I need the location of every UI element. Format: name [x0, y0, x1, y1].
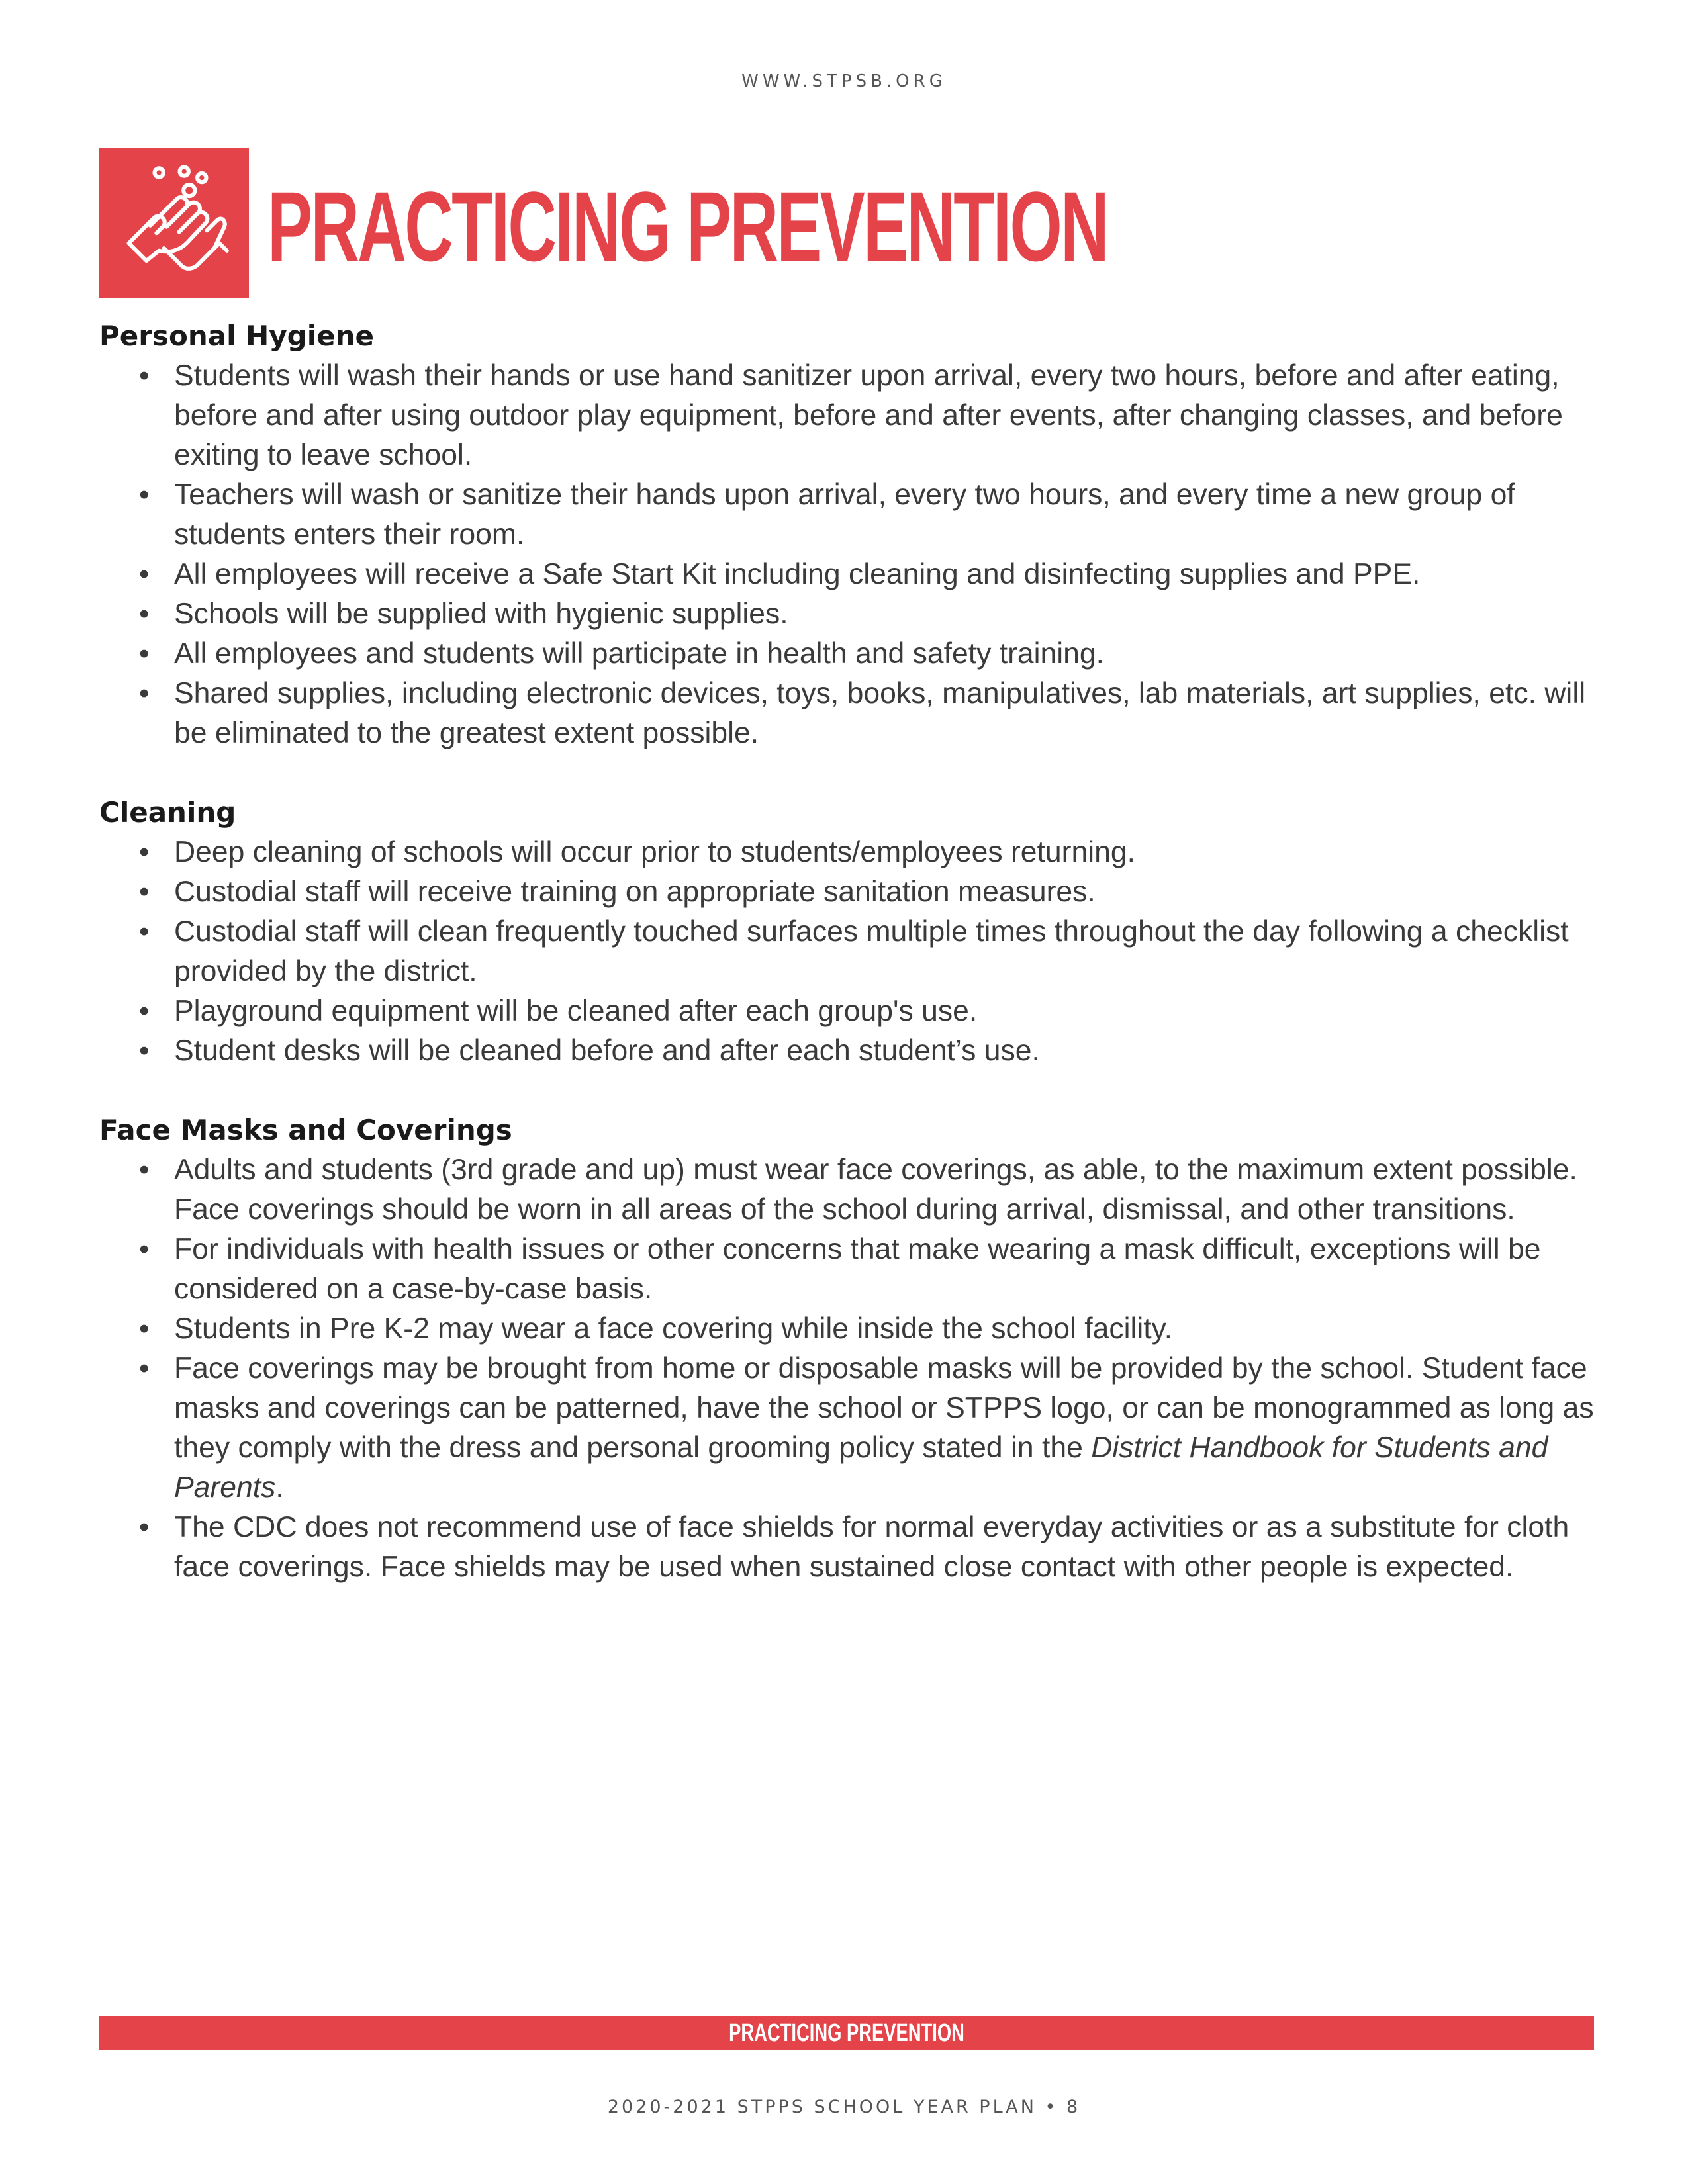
handbook-title: District Handbook for Students and Parents	[174, 1432, 1548, 1504]
main-content	[99, 316, 1595, 1627]
list-item: • Student desks will be cleaned before and after each student’s use.	[99, 1031, 1595, 1071]
bullet-icon: •	[139, 558, 150, 590]
page-footer: 2020-2021 STPPS SCHOOL YEAR PLAN • 8	[607, 2097, 1081, 2117]
section-face-masks	[99, 1111, 1595, 1587]
bullet-icon: •	[139, 1511, 150, 1543]
bullet-list	[99, 356, 1595, 753]
bullet-icon: •	[139, 1352, 150, 1385]
list-item: • Adults and students (3rd grade and up) must wear face coverings, as able, to the maximum extent possible. Face coverings should be worn in all areas of the school during arrival, dismissal, and other transitions.	[99, 1150, 1595, 1230]
list-item: • For individuals with health issues or other concerns that make wearing a mask difficult, exceptions will be considered on a case-by-case basis.	[99, 1230, 1595, 1309]
list-item: • All employees will receive a Safe Start Kit including cleaning and disinfecting supplies and PPE.	[99, 555, 1595, 594]
bullet-icon: •	[139, 876, 150, 908]
list-item: • Deep cleaning of schools will occur prior to students/employees returning.	[99, 833, 1595, 872]
list-item: • The CDC does not recommend use of face shields for normal everyday activities or as a substitute for cloth face coverings. Face shields may be used when sustained close contact with other people is expected.	[99, 1508, 1595, 1587]
section-personal-hygiene	[99, 316, 1595, 753]
bullet-icon: •	[139, 598, 150, 630]
bullet-icon: •	[139, 1233, 150, 1265]
bullet-list	[99, 1150, 1595, 1587]
section-heading: Personal Hygiene	[99, 320, 374, 352]
list-item: • Schools will be supplied with hygienic supplies.	[99, 594, 1595, 634]
list-item: • Custodial staff will clean frequently touched surfaces multiple times throughout the day following a checklist provided by the district.	[99, 912, 1595, 991]
bullet-icon: •	[139, 677, 150, 709]
bullet-icon: •	[139, 359, 150, 392]
page-title: PRACTICING PREVENTION	[267, 171, 1107, 282]
list-item: • Shared supplies, including electronic devices, toys, books, manipulatives, lab materials, art supplies, etc. will be eliminated to the greatest extent possible.	[99, 674, 1595, 753]
bullet-list	[99, 833, 1595, 1071]
bullet-icon: •	[139, 637, 150, 670]
footer-banner	[99, 2016, 1594, 2050]
page-header	[99, 148, 1503, 298]
list-item: • Teachers will wash or sanitize their hands upon arrival, every two hours, and every time a new group of students enters their room.	[99, 475, 1595, 555]
list-item: • Custodial staff will receive training on appropriate sanitation measures.	[99, 872, 1595, 912]
section-heading: Cleaning	[99, 796, 236, 829]
bullet-icon: •	[139, 915, 150, 948]
handwashing-icon	[99, 148, 249, 298]
bullet-icon: •	[139, 1154, 150, 1186]
section-cleaning	[99, 793, 1595, 1071]
list-item: • Students will wash their hands or use hand sanitizer upon arrival, every two hours, before and after eating, before and after using outdoor play equipment, before and after events, after changing classes, and before exiting to leave school.	[99, 356, 1595, 475]
footer-banner-label: PRACTICING PREVENTION	[729, 2019, 964, 2047]
list-item: • Face coverings may be brought from home or disposable masks will be provided by the school. Student face masks and coverings can be patterned, have the school or STPPS logo, or can be monogrammed as long as they comply with the dress and personal grooming policy stated in the District Handbook for Students and Parents.	[99, 1349, 1595, 1508]
bullet-icon: •	[139, 478, 150, 511]
list-item: • All employees and students will participate in health and safety training.	[99, 634, 1595, 674]
site-url: WWW.STPSB.ORG	[741, 71, 947, 91]
list-item: • Students in Pre K-2 may wear a face covering while inside the school facility.	[99, 1309, 1595, 1349]
bullet-icon: •	[139, 1312, 150, 1345]
list-item: • Playground equipment will be cleaned after each group's use.	[99, 991, 1595, 1031]
section-heading: Face Masks and Coverings	[99, 1114, 512, 1146]
bullet-icon: •	[139, 1034, 150, 1067]
bullet-icon: •	[139, 995, 150, 1027]
bullet-icon: •	[139, 836, 150, 868]
